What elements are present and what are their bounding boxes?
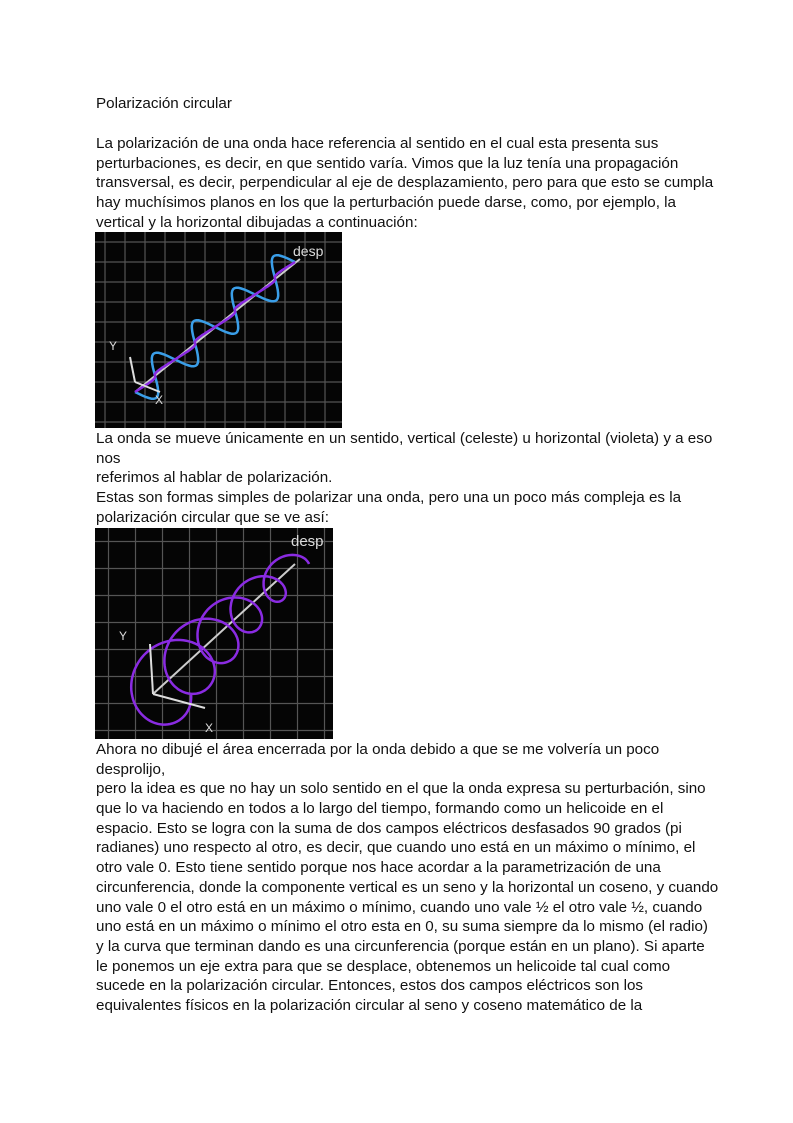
paragraph-circular: [96, 740, 718, 1016]
text-line: equivalentes físicos en la polarización circular al seno y coseno matemático de la: [96, 996, 643, 1014]
helix-wave: [131, 555, 309, 725]
text-line: desprolijo,: [96, 760, 166, 778]
text-line: uno vale 0 el otro está en un máximo o mínimo, cuando uno vale ½ el otro vale ½, cuando: [96, 898, 703, 916]
y-axis-arrow: [150, 644, 153, 694]
text-line: y la curva que terminan dando es una circunferencia (porque están en un plano). Si aparte: [96, 937, 705, 955]
document-title: [96, 94, 232, 114]
axis-label-y: Y: [109, 339, 118, 353]
y-axis-arrow: [130, 357, 135, 382]
x-axis-arrow: [153, 694, 205, 708]
propagation-axis: [153, 564, 295, 694]
axis-label-desp: desp: [291, 533, 324, 550]
axis-label-x: X: [205, 721, 214, 735]
paragraph-linear: [96, 429, 712, 527]
title-text: Polarización circular: [96, 95, 232, 112]
text-line: pero la idea es que no hay un solo sentido en el que la onda expresa su perturbación, sino: [96, 780, 706, 798]
axis-label-desp: desp: [293, 243, 324, 259]
axis-label-x: X: [155, 393, 164, 407]
text-line: sucede en la polarización circular. Entonces, estos dos campos eléctricos son los: [96, 977, 644, 995]
text-line: nos: [96, 449, 121, 467]
text-line: La polarización de una onda hace referencia al sentido en el cual esta presenta sus: [96, 135, 659, 152]
text-line: perturbaciones, es decir, en que sentido varía. Vimos que la luz tenía una propagación: [96, 154, 679, 172]
text-line: La onda se mueve únicamente en un sentido, vertical (celeste) u horizontal (violeta) y a eso: [96, 430, 713, 447]
text-line: referimos al hablar de polarización.: [96, 469, 333, 487]
text-line: Ahora no dibujé el área encerrada por la onda debido a que se me volvería un poco: [96, 741, 660, 758]
grid: [95, 528, 333, 739]
text-line: Estas son formas simples de polarizar una onda, pero una un poco más compleja es la: [96, 489, 682, 507]
text-line: otro vale 0. Esto tiene sentido porque nos hace acordar a la parametrización de una: [96, 859, 661, 877]
text-line: circunferencia, donde la componente vertical es un seno y la horizontal un coseno, y cuando: [96, 878, 719, 896]
circular-polarization-figure: [95, 528, 333, 739]
text-line: espacio. Esto se logra con la suma de dos campos eléctricos desfasados 90 grados (pi: [96, 819, 682, 837]
text-line: radianes) uno respecto al otro, es decir, que cuando uno está en un máximo o mínimo, el: [96, 839, 696, 857]
text-line: uno está en un máximo o mínimo el otro esta en 0, su suma siempre da lo mismo (el radio): [96, 918, 708, 936]
text-line: le ponemos un eje extra para que se desplace, obtenemos un helicoide tal cual como: [96, 957, 671, 975]
text-line: transversal, es decir, perpendicular al eje de desplazamiento, pero para que esto se cumpla: [96, 174, 714, 192]
text-line: polarización circular que se ve así:: [96, 508, 329, 526]
text-line: que lo va haciendo en todos a lo largo del tiempo, formando como un helicoide en el: [96, 800, 664, 818]
paragraph-intro: [96, 134, 713, 232]
linear-polarization-figure: [95, 232, 342, 428]
axis-label-y: Y: [119, 629, 128, 643]
text-line: hay muchísimos planos en los que la perturbación puede darse, como, por ejemplo, la: [96, 194, 676, 212]
text-line: vertical y la horizontal dibujadas a continuación:: [96, 213, 418, 231]
